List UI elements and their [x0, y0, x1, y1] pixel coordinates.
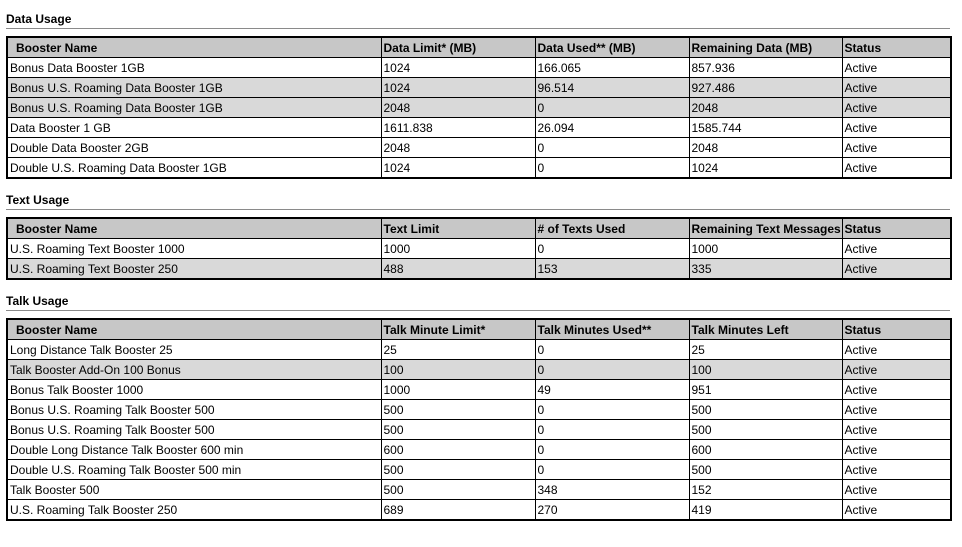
cell-booster-name: Bonus Talk Booster 1000 — [7, 380, 381, 400]
cell-booster-name: Bonus U.S. Roaming Talk Booster 500 — [7, 400, 381, 420]
cell-status: Active — [842, 158, 951, 179]
table-row — [7, 259, 951, 280]
cell-limit: 1611.838 — [381, 118, 535, 138]
cell-booster-name: Double U.S. Roaming Talk Booster 500 min — [7, 460, 381, 480]
cell-limit: 1024 — [381, 158, 535, 179]
column-header-remaining: Remaining Data (MB) — [689, 37, 842, 58]
column-header-limit: Text Limit — [381, 218, 535, 239]
cell-booster-name: U.S. Roaming Text Booster 250 — [7, 259, 381, 280]
cell-remaining: 600 — [689, 440, 842, 460]
table-row — [7, 460, 951, 480]
cell-status: Active — [842, 118, 951, 138]
table-row — [7, 360, 951, 380]
table-row — [7, 400, 951, 420]
cell-used: 0 — [535, 158, 689, 179]
cell-used: 0 — [535, 340, 689, 360]
cell-booster-name: U.S. Roaming Text Booster 1000 — [7, 239, 381, 259]
cell-limit: 2048 — [381, 138, 535, 158]
cell-remaining: 2048 — [689, 98, 842, 118]
column-header-booster-name: Booster Name — [7, 319, 381, 340]
cell-booster-name: Bonus Data Booster 1GB — [7, 58, 381, 78]
cell-used: 153 — [535, 259, 689, 280]
cell-status: Active — [842, 259, 951, 280]
cell-limit: 488 — [381, 259, 535, 280]
cell-remaining: 500 — [689, 420, 842, 440]
talk-usage-table — [6, 318, 952, 521]
cell-used: 270 — [535, 500, 689, 521]
cell-limit: 1000 — [381, 239, 535, 259]
cell-remaining: 1000 — [689, 239, 842, 259]
cell-remaining: 951 — [689, 380, 842, 400]
text-usage-table — [6, 217, 952, 280]
cell-limit: 600 — [381, 440, 535, 460]
cell-status: Active — [842, 440, 951, 460]
table-row — [7, 239, 951, 259]
cell-status: Active — [842, 420, 951, 440]
cell-status: Active — [842, 138, 951, 158]
cell-booster-name: Bonus U.S. Roaming Data Booster 1GB — [7, 98, 381, 118]
talk-usage-section — [6, 294, 950, 517]
table-row — [7, 480, 951, 500]
cell-used: 49 — [535, 380, 689, 400]
cell-limit: 1024 — [381, 58, 535, 78]
cell-remaining: 500 — [689, 460, 842, 480]
text-usage-title: Text Usage — [6, 193, 950, 210]
table-row — [7, 500, 951, 521]
cell-used: 166.065 — [535, 58, 689, 78]
cell-status: Active — [842, 58, 951, 78]
table-row — [7, 440, 951, 460]
cell-status: Active — [842, 460, 951, 480]
cell-limit: 500 — [381, 460, 535, 480]
table-header-row — [7, 319, 951, 340]
cell-limit: 500 — [381, 420, 535, 440]
cell-used: 0 — [535, 98, 689, 118]
data-usage-title: Data Usage — [6, 12, 950, 29]
cell-status: Active — [842, 500, 951, 521]
column-header-status: Status — [842, 37, 951, 58]
cell-status: Active — [842, 239, 951, 259]
column-header-used: Talk Minutes Used** — [535, 319, 689, 340]
cell-status: Active — [842, 400, 951, 420]
cell-remaining: 335 — [689, 259, 842, 280]
column-header-booster-name: Booster Name — [7, 218, 381, 239]
cell-remaining: 419 — [689, 500, 842, 521]
cell-limit: 100 — [381, 360, 535, 380]
table-row — [7, 78, 951, 98]
cell-limit: 500 — [381, 400, 535, 420]
table-header-row — [7, 37, 951, 58]
cell-used: 0 — [535, 239, 689, 259]
cell-booster-name: Data Booster 1 GB — [7, 118, 381, 138]
cell-booster-name: Double Long Distance Talk Booster 600 min — [7, 440, 381, 460]
table-row — [7, 98, 951, 118]
data-usage-section — [6, 12, 950, 175]
cell-status: Active — [842, 340, 951, 360]
cell-limit: 500 — [381, 480, 535, 500]
cell-booster-name: U.S. Roaming Talk Booster 250 — [7, 500, 381, 521]
cell-booster-name: Long Distance Talk Booster 25 — [7, 340, 381, 360]
cell-used: 0 — [535, 138, 689, 158]
column-header-used: # of Texts Used — [535, 218, 689, 239]
cell-status: Active — [842, 480, 951, 500]
cell-used: 0 — [535, 400, 689, 420]
cell-used: 0 — [535, 440, 689, 460]
cell-limit: 1024 — [381, 78, 535, 98]
table-row — [7, 118, 951, 138]
table-row — [7, 380, 951, 400]
table-row — [7, 420, 951, 440]
cell-limit: 25 — [381, 340, 535, 360]
table-row — [7, 58, 951, 78]
cell-remaining: 1585.744 — [689, 118, 842, 138]
cell-remaining: 25 — [689, 340, 842, 360]
column-header-remaining: Talk Minutes Left — [689, 319, 842, 340]
cell-remaining: 100 — [689, 360, 842, 380]
cell-booster-name: Double Data Booster 2GB — [7, 138, 381, 158]
cell-remaining: 927.486 — [689, 78, 842, 98]
cell-status: Active — [842, 380, 951, 400]
cell-remaining: 2048 — [689, 138, 842, 158]
column-header-limit: Data Limit* (MB) — [381, 37, 535, 58]
talk-usage-title: Talk Usage — [6, 294, 950, 311]
cell-used: 0 — [535, 460, 689, 480]
table-row — [7, 340, 951, 360]
cell-used: 0 — [535, 420, 689, 440]
cell-booster-name: Talk Booster Add-On 100 Bonus — [7, 360, 381, 380]
column-header-remaining: Remaining Text Messages — [689, 218, 842, 239]
cell-remaining: 857.936 — [689, 58, 842, 78]
column-header-status: Status — [842, 218, 951, 239]
cell-status: Active — [842, 360, 951, 380]
cell-used: 26.094 — [535, 118, 689, 138]
cell-booster-name: Bonus U.S. Roaming Talk Booster 500 — [7, 420, 381, 440]
cell-limit: 1000 — [381, 380, 535, 400]
cell-remaining: 152 — [689, 480, 842, 500]
cell-booster-name: Talk Booster 500 — [7, 480, 381, 500]
cell-remaining: 1024 — [689, 158, 842, 179]
cell-used: 96.514 — [535, 78, 689, 98]
data-usage-table — [6, 36, 952, 179]
column-header-status: Status — [842, 319, 951, 340]
table-header-row — [7, 218, 951, 239]
table-row — [7, 138, 951, 158]
column-header-used: Data Used** (MB) — [535, 37, 689, 58]
column-header-limit: Talk Minute Limit* — [381, 319, 535, 340]
cell-used: 0 — [535, 360, 689, 380]
cell-used: 348 — [535, 480, 689, 500]
cell-limit: 689 — [381, 500, 535, 521]
cell-status: Active — [842, 78, 951, 98]
cell-limit: 2048 — [381, 98, 535, 118]
cell-booster-name: Bonus U.S. Roaming Data Booster 1GB — [7, 78, 381, 98]
text-usage-section — [6, 193, 950, 276]
table-row — [7, 158, 951, 179]
cell-remaining: 500 — [689, 400, 842, 420]
cell-status: Active — [842, 98, 951, 118]
cell-booster-name: Double U.S. Roaming Data Booster 1GB — [7, 158, 381, 179]
column-header-booster-name: Booster Name — [7, 37, 381, 58]
